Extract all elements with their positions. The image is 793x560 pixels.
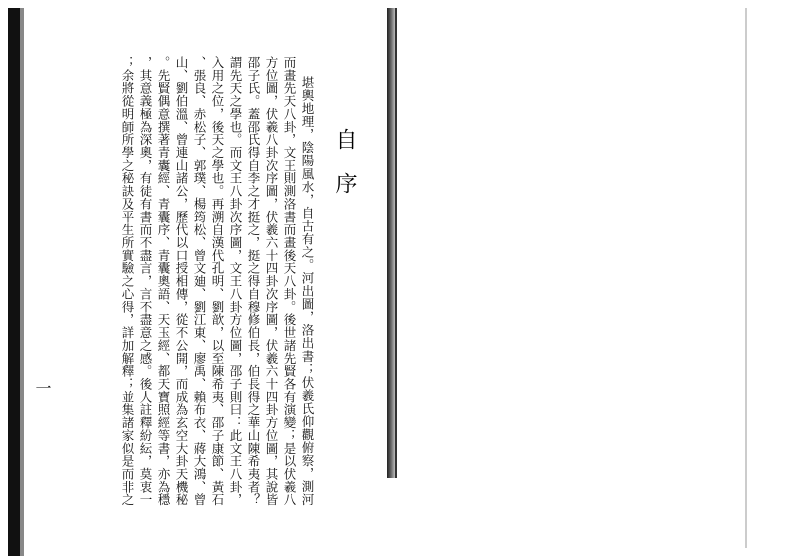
text-column: 。先賢偶意撰著青囊經、青囊序、青囊奧語、天玉經、都天寶照經等書，亦為穩	[156, 56, 171, 506]
text-column: 山、劉伯溫、曾連山諸公，歷代以口授相傳，從不公開，而成為玄空大卦天機秘	[174, 56, 189, 506]
text-column: 堪輿地理，陰陽風水，自古有之。河出圖，洛出書；伏羲氏仰觀俯察，測河	[300, 76, 315, 506]
preface-body	[62, 56, 316, 506]
text-column: 入用之位，後天之學也。再溯自漢代孔明、劉歆，以至陳希夷、邵子康節、黃石	[210, 56, 225, 506]
text-column: 邵子氏。蓋邵氏得自李之才挺之，挺之得自穆修伯長，伯長得之華山陳希夷者？	[246, 56, 261, 506]
page-number: 一	[33, 380, 52, 396]
text-column: 方位圖，伏羲八卦次序圖，伏羲六十四卦次序圖，伏羲六十四卦方位圖，其說皆	[264, 56, 279, 506]
left-page-edge-shadow	[20, 8, 24, 556]
left-page-edge	[8, 8, 20, 556]
text-column: ，其意義極為深奧，有徒有書而不盡言，言不盡意之感。後人註釋紛紜，莫衷一	[138, 56, 153, 506]
preface-title: 自序	[332, 128, 357, 216]
gutter-line	[395, 8, 397, 478]
text-column: ；余將從明師所學之秘訣及平生所實驗之心得，詳加解釋；並集諸家似是而非之	[120, 56, 135, 506]
text-column: 謂先天之學也。而文王八卦次序圖，文王八卦方位圖，邵子則曰：此文王八卦，	[228, 56, 243, 506]
book-gutter	[387, 8, 395, 478]
right-page-border	[745, 8, 747, 548]
text-column: 而畫先天八卦，文王則測洛書而畫後天八卦。後世諸先賢各有演變；是以伏羲八	[282, 56, 297, 506]
text-column: 、張良、赤松子、郭璞、楊筠松、曾文廸、劉江東、廖禹、賴布衣、蔣大鴻、曾	[192, 56, 207, 506]
